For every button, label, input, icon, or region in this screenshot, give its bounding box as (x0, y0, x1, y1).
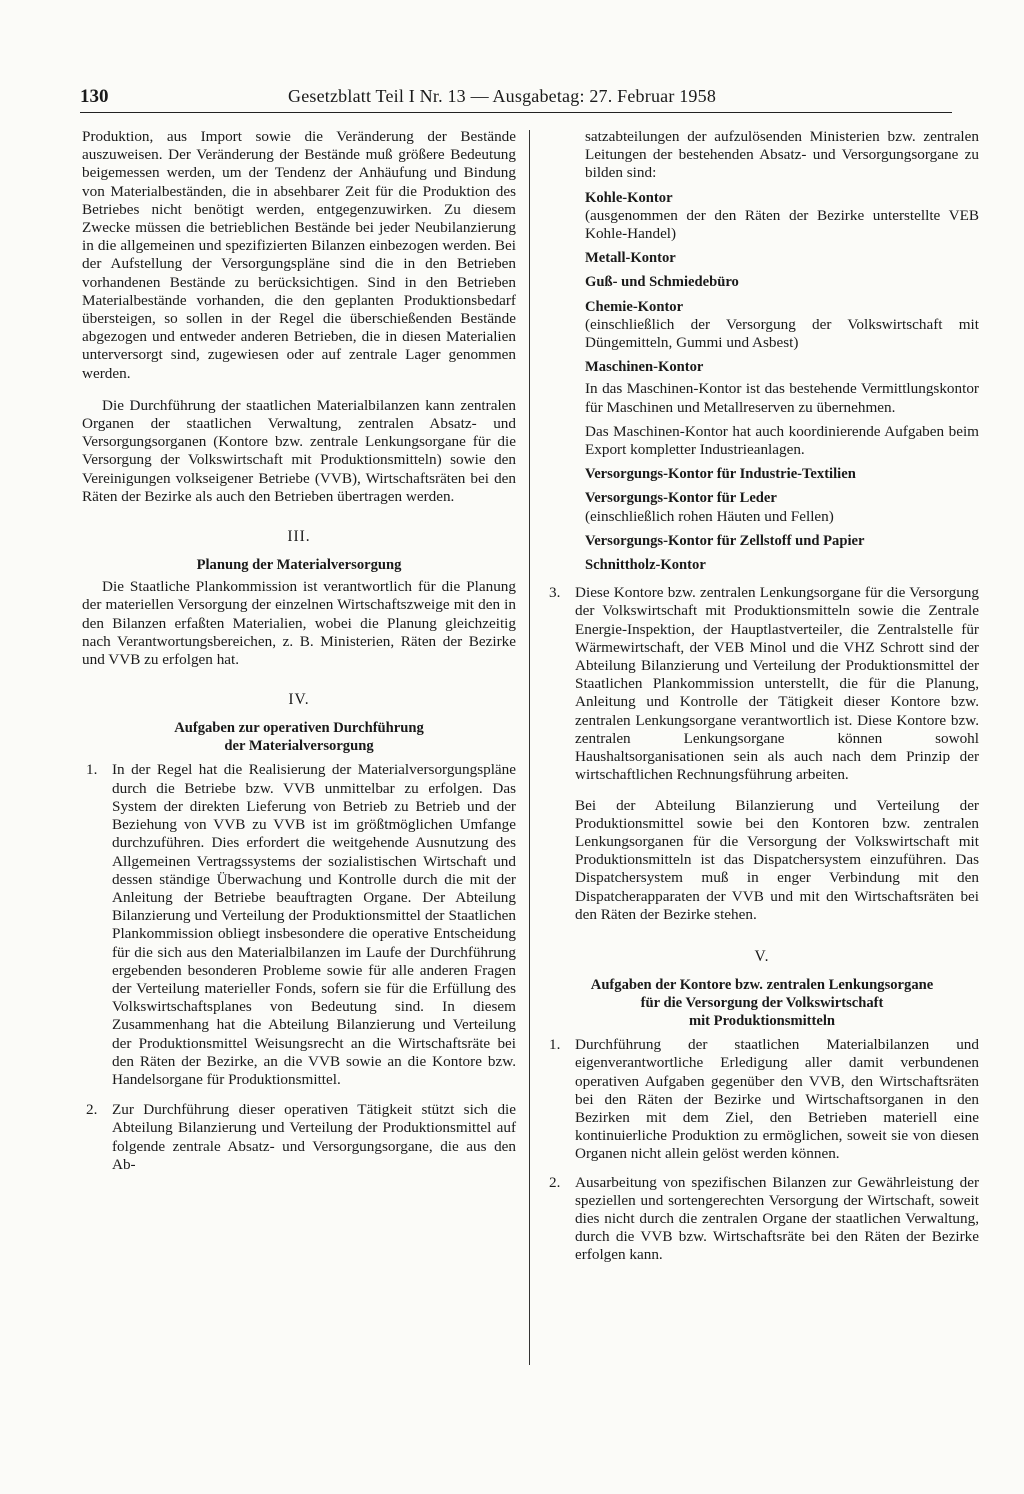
kontor-paragraph: Das Maschinen-Kontor hat auch koordinierende Aufgaben beim Export kompletter Industrieanlagen. (585, 422, 979, 459)
numbered-item (82, 1101, 516, 1174)
column-divider (529, 130, 530, 1365)
numbered-item (545, 1036, 979, 1163)
paragraph: satzabteilungen der aufzulösenden Ministerien bzw. zentralen Leitungen der bestehenden Absatz- und Versorgungsorgane zu bilden sind: (585, 128, 979, 182)
paragraph: Die Staatliche Plankommission ist verantwortlich für die Planung der materiellen Versorgung der einzelnen Wirtschaftszweige mit den in den Bilanzen erfaßten Materialien, wobei die Planung gleichzeitig nach Verantwortungsbereichen, z. B. Ministerien, Räten der Bezirke und VVB zu erfolgen hat. (82, 578, 516, 669)
paragraph: Produktion, aus Import sowie die Veränderung der Bestände auszuweisen. Der Veränderung der Bestände muß größere Bedeutung beigemessen werden, um der Tendenz der Anhäufung und Bindung von Materialbeständen, die in absehbarer Zeit für die Produktion des Betriebes nicht benötigt werden, entgegenzuwirken. Zu diesem Zwecke müssen die betrieblichen Bestände bei jeder Neubilanzierung in die allgemeinen und spezifizierten Bilanzen einbezogen werden. Bei der Aufstellung der Versorgungspläne sind die in den Betrieben vorhandenen Bestände zu berücksichtigen. Sind in den Betrieben Materialbestände vorhanden, die den geplanten Produktionsbedarf übersteigen, so sollen in der Regel die überschießenden Bestände abgezogen und entweder anderen Betrieben, die in diesen Materialien unterversorgt sind, zugewiesen oder auf zentrale Lager genommen werden. (82, 128, 516, 382)
kontor-paragraph: In das Maschinen-Kontor ist das bestehende Vermittlungskontor für Maschinen und Metallreserven zu übernehmen. (585, 380, 979, 416)
item-text (575, 584, 979, 924)
section-title-line: mit Produktionsmitteln (688, 1013, 836, 1030)
section-title-line: für die Versorgung der Volkswirtschaft (640, 995, 884, 1012)
item-number: 1. (549, 1036, 561, 1054)
section-title-line: der Materialversorgung (224, 738, 374, 755)
item-paragraph: Diese Kontore bzw. zentralen Lenkungsorgane für die Versorgung der Volkswirtschaft mit Produktionsmitteln sowie die Zentrale Energie-Inspektion, der Hauptlastverteiler, die Zentralstelle für Wärmewirtschaft, der VEB Minol und die VHZ Schrott sind der Abteilung Bilanzierung und Verteilung der Produktionsmittel der Staatlichen Plankommission unterstellt, die für die Planung, Anleitung und Kontrolle der Tätigkeit dieser Kontore bzw. zentralen Lenkungsorgane verantwortlich ist. Diese Kontore bzw. zentralen Lenkungsorgane können sowohl Haushaltsorganisationen sein als auch nach dem Prinzip der wirtschaftlichen Rechnungsführung arbeiten. (575, 584, 979, 784)
kontor-name: Kohle-Kontor (585, 189, 673, 206)
left-column (82, 128, 516, 1174)
item-text: Ausarbeitung von spezifischen Bilanzen zur Gewährleistung der speziellen und sortengerechten Versorgung der Wirtschaft, soweit dies nicht durch die zentralen Organe der staatlichen Verwaltung, durch die VVB bzw. Wirtschaftsräte bei den Räten der Bezirke erfolgen kann. (575, 1173, 979, 1264)
page-number: 130 (80, 86, 109, 107)
paragraph: Die Durchführung der staatlichen Materialbilanzen kann zentralen Organen der staatlichen Verwaltung, zentralen Absatz- und Versorgungsorganen (Kontore bzw. zentrale Lenkungsorgane für die Versorgung der Volkswirtschaft mit Produktionsmitteln) sowie den Vereinigungen volkseigener Betriebe (VVB), Wirtschaftsräten bei den Räten der Bezirke als auch den Betrieben übertragen werden. (82, 396, 516, 505)
kontor-list (585, 128, 979, 574)
kontor-note: (einschließlich rohen Häuten und Fellen) (585, 507, 834, 525)
kontor-name: Schnittholz-Kontor (585, 557, 706, 574)
section-number: III. (287, 528, 311, 546)
kontor-name: Maschinen-Kontor (585, 359, 704, 376)
section-title (545, 976, 979, 1030)
section-number: IV. (288, 691, 310, 709)
section-title: Planung der Materialversorgung (196, 557, 402, 574)
kontor-note: (einschließlich der Versorgung der Volkswirtschaft mit Düngemitteln, Gummi und Asbest) (585, 315, 979, 352)
numbered-item (545, 1174, 979, 1265)
item-number: 1. (86, 761, 98, 779)
section-title-line: Aufgaben der Kontore bzw. zentralen Lenkungsorgane (590, 977, 934, 994)
item-paragraph: Bei der Abteilung Bilanzierung und Verteilung der Produktionsmittel sowie bei den Kontoren bzw. zentralen Lenkungsorganen für die Versorgung der Volkswirtschaft mit Produktionsmitteln ist das Dispatchersystem einzuführen. Das Dispatchersystem muß in enger Verbindung mit den Dispatcherapparaten der VVB und mit den Wirtschaftsräten bei den Räten der Bezirke stehen. (575, 796, 979, 923)
header-rule (80, 112, 952, 113)
numbered-item (545, 584, 979, 924)
section-title (82, 719, 516, 755)
kontor-name: Versorgungs-Kontor für Leder (585, 490, 777, 507)
item-number: 2. (549, 1173, 561, 1191)
kontor-name: Versorgungs-Kontor für Industrie-Textilien (585, 466, 856, 483)
kontor-name: Versorgungs-Kontor für Zellstoff und Papier (585, 532, 865, 549)
running-title: Gesetzblatt Teil I Nr. 13 — Ausgabetag: 27. Februar 1958 (288, 86, 717, 106)
numbered-item (82, 761, 516, 1089)
kontor-name: Metall-Kontor (585, 250, 676, 267)
item-text: Durchführung der staatlichen Materialbilanzen und eigenverantwortliche Erledigung aller damit verbundenen operativen Aufgaben gegenüber den VVB, den Wirtschaftsräten bei den Räten der Bezirke und Wirtschaftsorganen in den Bezirken mit dem Ziel, den Betrieben materiell eine kontinuierliche Produktion zu ermöglichen, soweit sie von diesen Organen nicht allein gelöst werden können. (575, 1036, 979, 1163)
section-title-line: Aufgaben zur operativen Durchführung (174, 720, 424, 737)
item-number: 2. (86, 1101, 98, 1119)
section-number: V. (754, 947, 770, 965)
item-text: Zur Durchführung dieser operativen Tätigkeit stützt sich die Abteilung Bilanzierung und Verteilung der Produktionsmittel auf folgende zentrale Absatz- und Versorgungsorgane, die aus den Ab- (112, 1101, 516, 1173)
right-column (545, 128, 979, 1265)
kontor-name: Chemie-Kontor (585, 298, 684, 315)
item-text: In der Regel hat die Realisierung der Materialversorgungspläne durch die Betriebe bzw. VVB unmittelbar zu erfolgen. Das System der direkten Lieferung von Betrieb zu Betrieb und der Beziehung von VVB zu VVB ist im größtmöglichen Umfange durchzuführen. Dies erfordert die weitgehende Ausnutzung des Allgemeinen Vertragssystems der sozialistischen Wirtschaft und dessen ständige Überwachung und Kontrolle durch die mit der Anleitung der Betriebe beauftragten Organe. Der Abteilung Bilanzierung und Verteilung der Produktionsmittel der Staatlichen Plankommission obliegt insbesondere die operative Entscheidung für die sich aus den Materialbilanzen im Laufe der Durchführung ergebenden besonderen Probleme sowie für alle anderen Fragen der Verteilung materieller Fonds, sofern sie für die Erfüllung des Volkswirtschaftsplanes von Bedeutung sind. In diesem Zusammenhang hat die Abteilung Bilanzierung und Verteilung der Produktionsmittel Weisungsrecht an die Wirtschaftsräte bei den Räten der Bezirke, an die VVB sowie an die Kontore bzw. Handelsorgane für Produktionsmittel. (112, 761, 516, 1088)
item-number: 3. (549, 584, 561, 602)
kontor-note: (ausgenommen der den Räten der Bezirke unterstellte VEB Kohle-Handel) (585, 206, 979, 243)
kontor-name: Guß- und Schmiedebüro (585, 274, 739, 291)
